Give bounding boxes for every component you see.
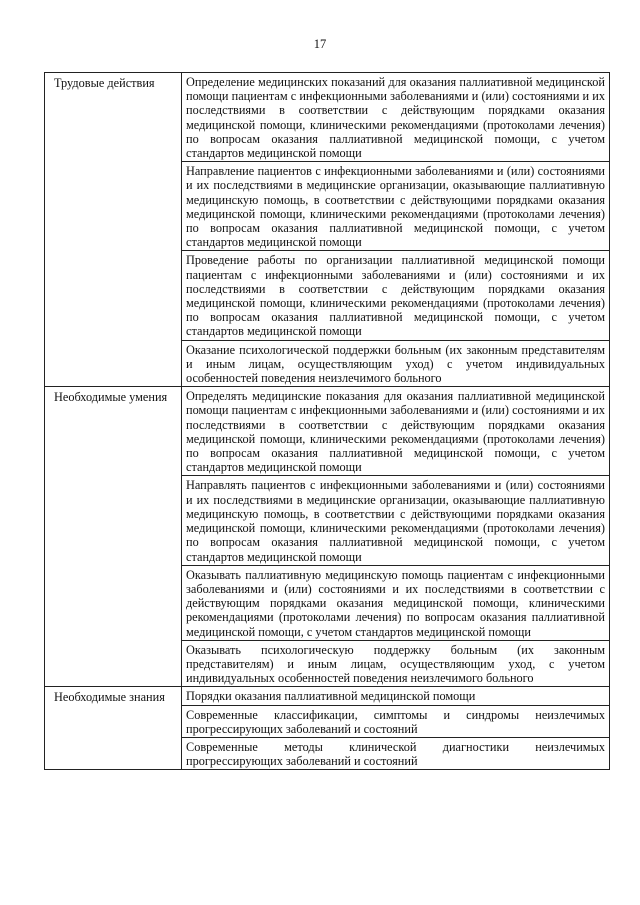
page-number: 17 [313, 37, 327, 51]
table-cell [182, 687, 610, 705]
table-cell [182, 737, 610, 769]
cell-text: Современные методы клинической диагностики неизлечимых прогрессирующих заболеваний и состояний [186, 739, 605, 769]
section-label [45, 687, 182, 770]
cell-text: Направлять пациентов с инфекционными заболеваниями и (или) состояниями и их последствиями в медицинские организации, оказывающие паллиативную медицинскую помощь, в соответствии с действующими порядками оказания медицинской помощи, клиническими рекомендациями (протоколами лечения) по вопросам оказания паллиативной медицинской помощи, с учетом стандартов медицинской помощи [186, 478, 605, 564]
table-cell [182, 73, 610, 162]
cell-text: Проведение работы по организации паллиативной медицинской помощи пациентам с инфекционными заболеваниями и (или) состояниями и их последствиями в соответствии с действующим порядками оказания медицинской помощи, клиническими рекомендациями (протоколами лечения) по вопросам оказания паллиативной медицинской помощи, с учетом стандартов медицинской помощи [186, 253, 605, 339]
table-cell [182, 251, 610, 340]
section-label-text: Необходимые знания [54, 690, 165, 705]
section-label-text: Необходимые умения [54, 390, 168, 405]
table-cell [182, 705, 610, 737]
section-label [45, 387, 182, 687]
table-body [45, 73, 610, 770]
cell-text: Оказывать паллиативную медицинскую помощь пациентам с инфекционными заболеваниями и (или) состояниями и их последствиями в соответствии с действующим порядками оказания медицинской помощи, клиническими рекомендациями (протоколами лечения) по вопросам оказания паллиативной медицинской помощи, с учетом стандартов медицинской помощи [186, 567, 605, 639]
cell-text: Определять медицинские показания для оказания паллиативной медицинской помощи пациентам с инфекционными заболеваниями и (или) состояниями и их последствиями в соответствии с действующим порядками оказания медицинской помощи, клиническими рекомендациями (протоколами лечения) по вопросам оказания паллиативной медицинской помощи, с учетом стандартов медицинской помощи [186, 389, 605, 475]
cell-text: Определение медицинских показаний для оказания паллиативной медицинской помощи пациентам с инфекционными заболеваниями и (или) состояниями и их последствиями в соответствии с действующим порядками оказания медицинской помощи, клиническими рекомендациями (протоколами лечения) по вопросам оказания паллиативной медицинской помощи, с учетом стандартов медицинской помощи [186, 75, 605, 161]
table-cell [182, 162, 610, 251]
table-cell [182, 476, 610, 565]
cell-text: Направление пациентов с инфекционными заболеваниями и (или) состояниями и их последствиями в медицинские организации, оказывающие паллиативную медицинскую помощь, в соответствии с действующими порядками оказания медицинской помощи, клиническими рекомендациями (протоколами лечения) по вопросам оказания паллиативной медицинской помощи, с учетом стандартов медицинской помощи [186, 164, 605, 250]
cell-text: Современные классификации, симптомы и синдромы неизлечимых прогрессирующих заболеваний и состояний [186, 707, 605, 736]
section-label-text: Трудовые действия [54, 76, 155, 90]
table-row [45, 687, 610, 705]
table-cell [182, 640, 610, 687]
cell-text: Оказание психологической поддержки больным (их законным представителям и иным лицам, осуществляющим уход) с учетом индивидуальных особенностей поведения неизлечимого больного [186, 342, 605, 386]
table-cell [182, 340, 610, 387]
table-row [45, 73, 610, 162]
section-label [45, 73, 182, 387]
table-cell [182, 387, 610, 476]
cell-text: Порядки оказания паллиативной медицинской помощи [186, 689, 476, 704]
table-row [45, 387, 610, 476]
cell-text: Оказывать психологическую поддержку больным (их законным представителям) и иным лицам, осуществляющим уход, с учетом индивидуальных особенностей поведения неизлечимого больного [186, 642, 605, 686]
table-cell [182, 565, 610, 640]
competency-table [44, 72, 610, 770]
